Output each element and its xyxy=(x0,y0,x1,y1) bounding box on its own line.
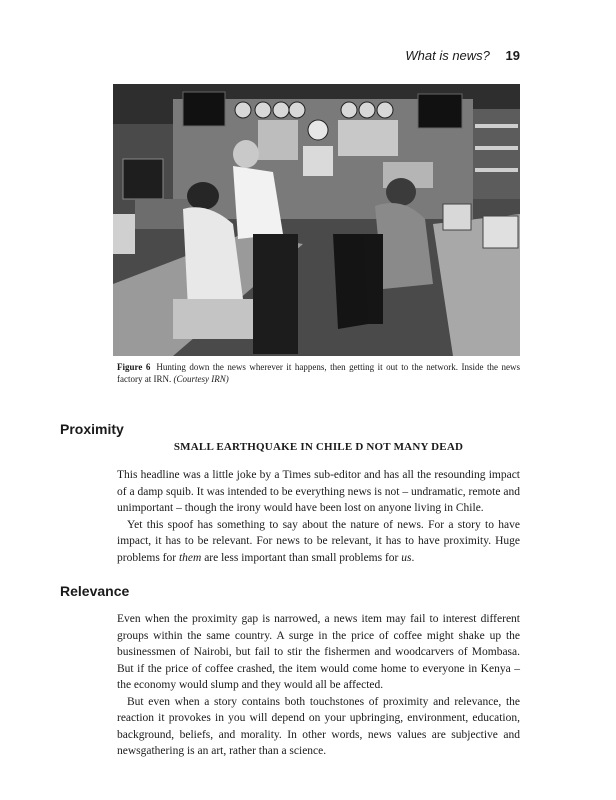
example-headline: SMALL EARTHQUAKE IN CHILE D NOT MANY DEAD xyxy=(173,441,464,453)
proximity-p2-part-a: Yet this spoof has something to say about the nature of news. For a story to have impact, it has to be relevant. For news to be relevant, it has to have proximity. Huge problems for xyxy=(117,518,520,564)
proximity-paragraph-2 xyxy=(117,517,520,567)
section-heading-proximity: Proximity xyxy=(60,421,124,437)
wall-clock-icon xyxy=(308,120,328,140)
proximity-paragraph-1: This headline was a little joke by a Times sub-editor and has all the resounding impact of a damp squib. It was intended to be everything news is not – undramatic, remote and unimportant – though the irony would have been lost on anyone living in Chile. xyxy=(117,469,520,514)
figure-label: Figure 6 xyxy=(117,362,151,372)
page-number: 19 xyxy=(505,48,520,63)
relevance-paragraph-2: But even when a story contains both touchstones of proximity and relevance, the reaction it provokes in you will depend on your upbringing, environment, education, background, beliefs, and morality. In other words, news values are subjective and newsgathering is an art, rather than a science. xyxy=(117,695,520,757)
wall-clock-icon xyxy=(341,102,357,118)
tv-monitor-icon xyxy=(183,92,225,126)
proximity-p2-emphasis-them: them xyxy=(178,551,202,564)
figure-caption-text: Hunting down the news wherever it happens, then getting it out to the network. Inside the news factory at IRN. xyxy=(117,362,520,384)
wall-clock-icon xyxy=(377,102,393,118)
wall-clock-icon xyxy=(255,102,271,118)
wall-clock-icon xyxy=(273,102,289,118)
proximity-p2-emphasis-us: us xyxy=(401,551,412,564)
wall-clock-icon xyxy=(235,102,251,118)
proximity-body xyxy=(117,467,520,566)
computer-monitor-icon xyxy=(483,216,518,248)
relevance-paragraph-1: Even when the proximity gap is narrowed, a news item may fail to interest different groups within the same country. A surge in the price of coffee might shake up the businessmen of Nairobi, but fail to stir the fishermen and woodcarvers of Mombasa. But if the price of coffee crashed, the item would come home to everyone in Kenya – the economy would slump and they would all be affected. xyxy=(117,613,520,691)
newsroom-photo xyxy=(113,84,520,356)
chapter-title: What is news? xyxy=(405,48,490,63)
computer-monitor-icon xyxy=(443,204,471,230)
section-heading-relevance: Relevance xyxy=(60,583,130,599)
wall-clock-icon xyxy=(359,102,375,118)
relevance-body xyxy=(117,611,520,760)
tv-monitor-icon xyxy=(418,94,462,128)
proximity-p2-part-b: are less important than small problems for xyxy=(201,551,402,564)
proximity-p2-part-c: . xyxy=(411,551,415,564)
running-header xyxy=(405,48,520,63)
figure-caption xyxy=(117,361,520,385)
wall-clock-icon xyxy=(289,102,305,118)
figure-credit: (Courtesy IRN) xyxy=(173,374,229,384)
